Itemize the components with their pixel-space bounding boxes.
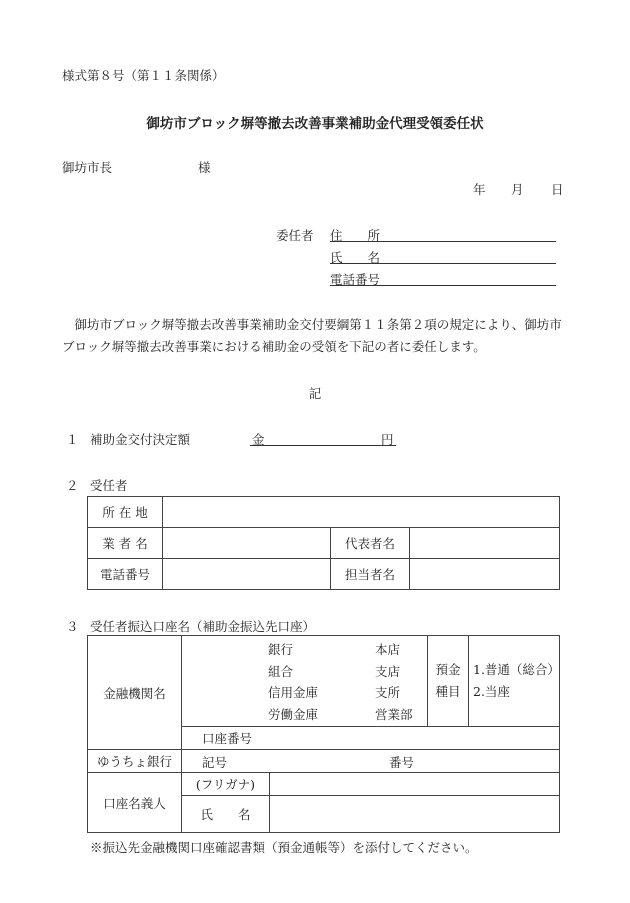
amount-suffix: 円 xyxy=(381,432,394,447)
section2-label: 受任者 xyxy=(90,478,128,493)
bank-label: 金融機関名 xyxy=(88,636,182,750)
delegator-phone-line[interactable] xyxy=(330,285,556,286)
deposit-type-label xyxy=(428,636,469,727)
delegator-phone-label: 電話番号 xyxy=(330,272,381,287)
contact-value[interactable] xyxy=(410,559,560,590)
branch-type-3: 支所 xyxy=(375,685,401,700)
deposit-option-current[interactable]: 2.当座 xyxy=(473,684,510,699)
deposit-options[interactable] xyxy=(469,636,560,727)
bank-type-4: 労働金庫 xyxy=(268,706,319,722)
body-text: 御坊市ブロック塀等撤去改善事業補助金交付要綱第１１条第２項の規定により、御坊市ブロック塀等撤去改善事業における補助金の受領を下記の者に委任します。 xyxy=(62,317,562,354)
bank-type-1: 銀行 xyxy=(268,642,294,657)
branch-type-1: 本店 xyxy=(375,642,401,657)
rep-label: 代表者名 xyxy=(331,528,410,559)
location-value[interactable] xyxy=(163,497,560,528)
document-title: 御坊市ブロック塀等撤去改善事業補助金代理受領委任状 xyxy=(146,116,484,132)
holder-label: 口座名義人 xyxy=(88,773,182,833)
deposit-label-line2: 種目 xyxy=(435,684,461,699)
number-label: 番号 xyxy=(389,755,415,770)
bank-type-2: 組合 xyxy=(268,663,294,679)
delegator-name-label: 氏 名 xyxy=(330,250,381,265)
table-row xyxy=(88,773,560,796)
yucho-label: ゆうちょ銀行 xyxy=(88,750,182,773)
delegator-name-line[interactable] xyxy=(330,263,556,264)
holder-name-value[interactable] xyxy=(270,796,560,833)
branch-type-4: 営業部 xyxy=(375,706,413,722)
table-row xyxy=(88,497,560,528)
addressee-honorific: 様 xyxy=(198,160,211,175)
company-value[interactable] xyxy=(163,528,331,559)
furigana-label: (フリガナ) xyxy=(182,773,270,796)
rep-value[interactable] xyxy=(410,528,560,559)
delegator-address-line[interactable] xyxy=(330,241,556,242)
addressee-name: 御坊市長 xyxy=(62,160,113,175)
section3-number: ３ xyxy=(66,619,79,634)
agent-table xyxy=(87,496,560,590)
bank-type-3: 信用金庫 xyxy=(268,685,319,700)
account-number-label: 口座番号 xyxy=(202,731,253,746)
amount-line[interactable] xyxy=(250,445,396,446)
section1-label: 補助金交付決定額 xyxy=(90,432,191,447)
delegator-address-label: 住 所 xyxy=(330,228,381,243)
symbol-label: 記号 xyxy=(202,755,228,770)
delegator-label: 委任者 xyxy=(276,228,314,243)
phone-value[interactable] xyxy=(163,559,331,590)
phone-label: 電話番号 xyxy=(88,559,163,590)
section1-number: １ xyxy=(66,432,79,447)
company-label: 業 者 名 xyxy=(88,528,163,559)
section3-label: 受任者振込口座名（補助金振込先口座） xyxy=(90,619,316,634)
footnote: ※振込先金融機関口座確認書類（預金通帳等）を添付してください。 xyxy=(90,840,478,855)
bank-table xyxy=(87,635,560,833)
furigana-value[interactable] xyxy=(270,773,560,796)
table-row xyxy=(88,636,560,727)
amount-prefix: 金 xyxy=(252,432,265,447)
bank-name-cell[interactable] xyxy=(182,636,428,727)
yucho-cell[interactable] xyxy=(182,750,560,773)
section2-number: ２ xyxy=(66,478,79,493)
date-month: 月 xyxy=(511,182,524,197)
branch-type-2: 支店 xyxy=(375,663,401,679)
table-row xyxy=(88,559,560,590)
deposit-option-ordinary[interactable]: 1.普通（総合） xyxy=(473,662,560,677)
ki-heading: 記 xyxy=(308,386,322,401)
contact-label: 担当者名 xyxy=(331,559,410,590)
table-row xyxy=(88,750,560,773)
location-label: 所 在 地 xyxy=(88,497,163,528)
deposit-label-line1: 預金 xyxy=(435,662,461,677)
holder-name-label: 氏 名 xyxy=(182,796,270,833)
form-number: 様式第８号（第１１条関係） xyxy=(62,68,225,83)
date-day: 日 xyxy=(551,182,564,197)
date-year: 年 xyxy=(473,182,486,197)
account-number-cell[interactable] xyxy=(182,727,560,750)
table-row xyxy=(88,528,560,559)
